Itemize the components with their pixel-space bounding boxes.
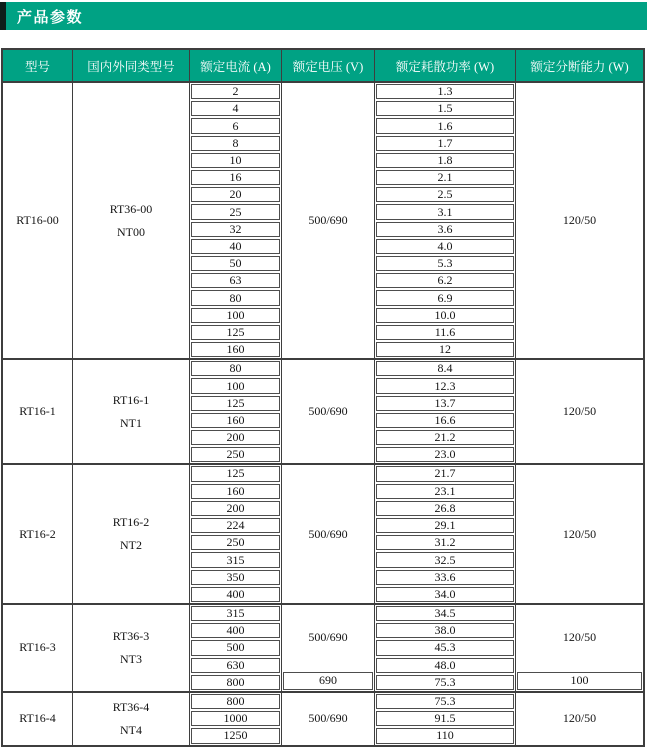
- power-cell: 75.3: [376, 694, 514, 709]
- power-cell: 4.0: [376, 239, 514, 254]
- current-cell: 80: [191, 290, 280, 305]
- current-cell: 160: [191, 342, 280, 357]
- power-cell: 3.6: [376, 222, 514, 237]
- current-cell: 1250: [191, 728, 280, 743]
- current-cell: 500: [191, 640, 280, 655]
- power-cell: 12: [376, 342, 514, 357]
- current-cell: 2: [191, 84, 280, 99]
- alias-cell: [72, 360, 189, 463]
- power-cell: 32.5: [376, 552, 514, 567]
- power-cell-column: [374, 693, 515, 745]
- product-table: [1, 48, 645, 747]
- current-cell: 1000: [191, 711, 280, 726]
- power-cell: 26.8: [376, 501, 514, 516]
- alias-cell: [72, 693, 189, 745]
- voltage-cell: 500/690: [281, 693, 374, 745]
- power-cell: 34.0: [376, 587, 514, 602]
- current-cell: 200: [191, 430, 280, 445]
- current-cell: 350: [191, 570, 280, 585]
- breaking-cell: 120/50: [515, 693, 643, 745]
- power-cell: 1.3: [376, 84, 514, 99]
- table-header-cell: 额定分断能力 (W): [515, 50, 643, 81]
- current-cell: 250: [191, 447, 280, 462]
- current-cell: 800: [191, 694, 280, 709]
- current-cell: 40: [191, 239, 280, 254]
- current-cell: 125: [191, 466, 280, 481]
- alias-line: RT36-00: [109, 201, 153, 216]
- power-cell: 23.1: [376, 484, 514, 499]
- table-block: [3, 83, 643, 358]
- alias-line: NT3: [120, 651, 142, 666]
- voltage-cell-column: [281, 605, 374, 691]
- power-cell: 10.0: [376, 308, 514, 323]
- power-cell: 91.5: [376, 711, 514, 726]
- power-cell-column: [374, 465, 515, 603]
- current-cell: 32: [191, 222, 280, 237]
- power-cell: 2.5: [376, 187, 514, 202]
- power-cell: 11.6: [376, 325, 514, 340]
- table-block: [3, 463, 643, 603]
- power-cell: 1.8: [376, 153, 514, 168]
- table-block: [3, 358, 643, 463]
- power-cell: 5.3: [376, 256, 514, 271]
- power-cell: 21.2: [376, 430, 514, 445]
- alias-line: NT2: [120, 538, 142, 553]
- current-cell: 800: [191, 675, 280, 690]
- power-cell: 3.1: [376, 204, 514, 219]
- current-cell: 224: [191, 518, 280, 533]
- power-cell: 6.9: [376, 290, 514, 305]
- table-header-cell: 国内外同类型号: [72, 50, 189, 81]
- current-cell-column: [189, 605, 281, 691]
- power-cell: 1.7: [376, 136, 514, 151]
- table-header-cell: 额定耗散功率 (W): [374, 50, 515, 81]
- power-cell-column: [374, 605, 515, 691]
- voltage-cell: 500/690: [281, 83, 374, 358]
- table-header-cell: 型号: [24, 59, 50, 74]
- current-cell: 400: [191, 587, 280, 602]
- model-cell: RT16-00: [16, 213, 59, 228]
- power-cell: 1.5: [376, 101, 514, 116]
- table-header-cell: 额定电压 (V): [281, 50, 374, 81]
- power-cell-column: [374, 83, 515, 358]
- table-block: [3, 603, 643, 691]
- alias-line: RT16-2: [112, 515, 150, 530]
- current-cell: 25: [191, 204, 280, 219]
- power-cell: 29.1: [376, 518, 514, 533]
- current-cell: 80: [191, 361, 280, 376]
- power-cell: 48.0: [376, 658, 514, 673]
- breaking-cell: 100: [517, 672, 642, 690]
- current-cell: 8: [191, 136, 280, 151]
- banner-table-gap: [0, 30, 647, 48]
- breaking-cell: 120/50: [515, 465, 643, 603]
- power-cell: 21.7: [376, 466, 514, 481]
- power-cell: 12.3: [376, 378, 514, 393]
- power-cell: 34.5: [376, 606, 514, 621]
- current-cell-column: [189, 83, 281, 358]
- breaking-cell: 120/50: [515, 360, 643, 463]
- current-cell: 630: [191, 658, 280, 673]
- current-cell: 63: [191, 273, 280, 288]
- breaking-cell: 120/50: [515, 83, 643, 358]
- current-cell: 125: [191, 325, 280, 340]
- voltage-cell: 690: [283, 672, 373, 690]
- table-header-cell: 额定电流 (A): [189, 50, 281, 81]
- model-cell: RT16-4: [19, 711, 56, 726]
- power-cell: 1.6: [376, 118, 514, 133]
- alias-cell: [72, 605, 189, 691]
- current-cell: 6: [191, 118, 280, 133]
- breaking-cell-column: [515, 605, 643, 691]
- power-cell: 45.3: [376, 640, 514, 655]
- banner-accent-bar: [0, 2, 6, 30]
- current-cell: 160: [191, 484, 280, 499]
- product-params-banner: [0, 2, 647, 30]
- alias-line: NT00: [117, 224, 145, 239]
- model-cell: RT16-1: [19, 404, 56, 419]
- power-cell-column: [374, 360, 515, 463]
- alias-line: RT36-4: [112, 699, 150, 714]
- alias-cell: [72, 465, 189, 603]
- alias-line: NT4: [120, 722, 142, 737]
- current-cell: 400: [191, 623, 280, 638]
- alias-cell: [72, 83, 189, 358]
- current-cell-column: [189, 360, 281, 463]
- model-cell: RT16-2: [19, 526, 56, 541]
- voltage-cell: 500/690: [281, 465, 374, 603]
- power-cell: 33.6: [376, 570, 514, 585]
- current-cell: 160: [191, 413, 280, 428]
- current-cell: 200: [191, 501, 280, 516]
- current-cell: 50: [191, 256, 280, 271]
- current-cell: 16: [191, 170, 280, 185]
- breaking-cell: 120/50: [562, 630, 597, 645]
- current-cell: 100: [191, 378, 280, 393]
- power-cell: 8.4: [376, 361, 514, 376]
- power-cell: 16.6: [376, 413, 514, 428]
- alias-line: NT1: [120, 415, 142, 430]
- model-cell: RT16-3: [19, 640, 56, 655]
- voltage-cell: 500/690: [308, 630, 348, 645]
- alias-line: RT36-3: [112, 628, 150, 643]
- current-cell: 20: [191, 187, 280, 202]
- power-cell: 13.7: [376, 396, 514, 411]
- current-cell: 4: [191, 101, 280, 116]
- current-cell-column: [189, 693, 281, 745]
- alias-line: RT16-1: [112, 392, 150, 407]
- table-block: [3, 691, 643, 745]
- power-cell: 6.2: [376, 273, 514, 288]
- power-cell: 38.0: [376, 623, 514, 638]
- power-cell: 75.3: [376, 675, 514, 690]
- current-cell: 315: [191, 552, 280, 567]
- current-cell: 10: [191, 153, 280, 168]
- power-cell: 31.2: [376, 535, 514, 550]
- current-cell: 100: [191, 308, 280, 323]
- voltage-cell: 500/690: [281, 360, 374, 463]
- table-header-row: [3, 50, 643, 83]
- current-cell: 250: [191, 535, 280, 550]
- current-cell: 315: [191, 606, 280, 621]
- power-cell: 23.0: [376, 447, 514, 462]
- power-cell: 2.1: [376, 170, 514, 185]
- banner-title: 产品参数: [17, 8, 84, 26]
- current-cell: 125: [191, 396, 280, 411]
- current-cell-column: [189, 465, 281, 603]
- power-cell: 110: [376, 728, 514, 743]
